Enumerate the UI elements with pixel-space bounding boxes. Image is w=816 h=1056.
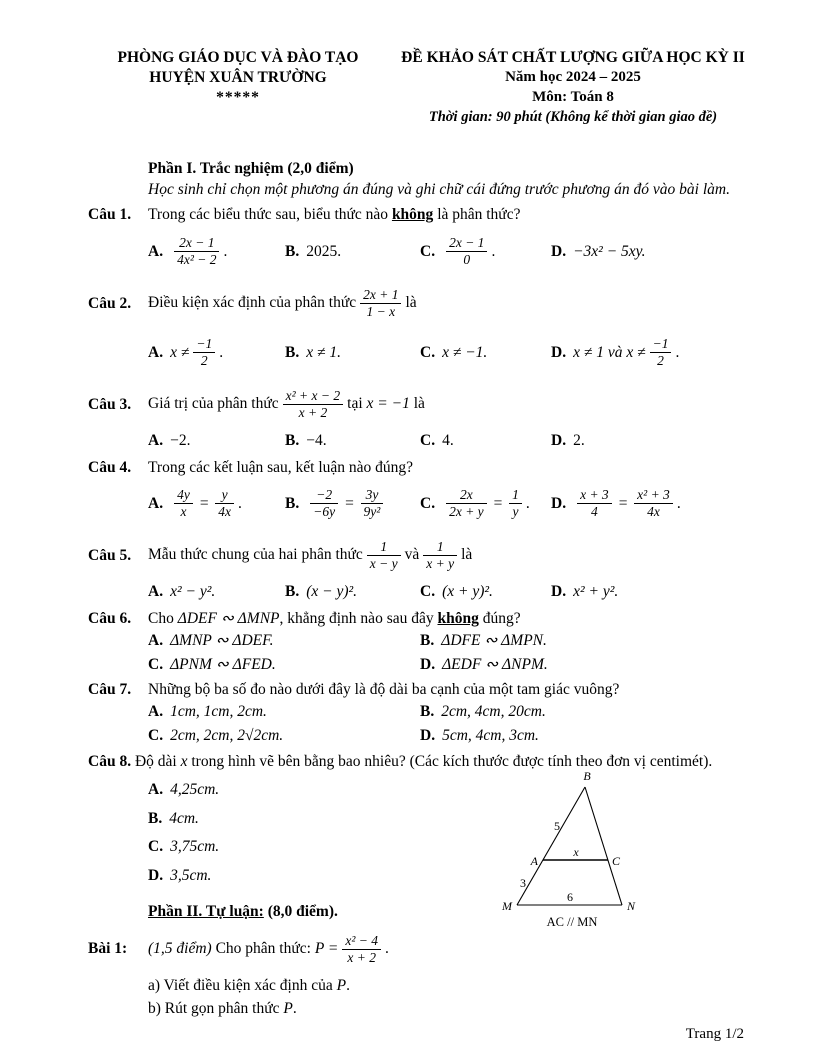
q6-option-b: B. ΔDFE ∾ ΔMPN.: [420, 631, 547, 649]
q5-option-a: A. x² − y².: [148, 583, 216, 601]
vertex-M-label: M: [502, 899, 512, 914]
footer-page-number: Trang 1/2: [685, 1025, 744, 1042]
q4-option-b: B. $\frac{-2}{-6y}$ = $\frac{3y}{\text{9y²}}$: [285, 485, 420, 522]
emphasis-khong: không: [391, 206, 434, 224]
part2-title: Phần II. Tự luận: (8,0 điểm).: [148, 903, 338, 921]
triangle-figure: [500, 768, 650, 932]
question-8-options: [148, 776, 448, 890]
duration: Thời gian: 90 phút (Không kể thời gian giao đề): [428, 109, 718, 126]
q7-option-b: B. 2cm, 4cm, 20cm.: [420, 703, 546, 721]
q6-option-a: A. ΔMNP ∾ ΔDEF.: [148, 631, 274, 649]
document-header: [88, 48, 758, 127]
problem-1-part-b: b) Rút gọn phân thức P.: [148, 1000, 297, 1018]
q8-option-d: D. 3,5cm.: [148, 866, 212, 884]
q4-option-c: C. $\frac{2x}{2x + y}$ = $\frac{1}{y}$ .: [420, 487, 530, 520]
q2-option-a: A. x ≠ $\frac{-1}{2}$ .: [148, 336, 224, 369]
side-AM-label: 3: [520, 876, 526, 891]
q7-option-d: D. 5cm, 4cm, 3cm.: [420, 727, 539, 745]
q1-option-c: C. $\frac{2x - 1}{0}$ .: [420, 235, 496, 268]
problem-1-text: (1,5 điểm) Cho phân thức: P = $\frac{\text{x² − 4}}{x + 2}$ .: [148, 932, 389, 965]
q7-option-c: C. 2cm, 2cm, 2√2cm.: [148, 727, 284, 745]
question-5-options: [148, 579, 758, 606]
side-BA-label: 5: [554, 819, 560, 834]
question-5-text: Mẫu thức chung của hai phân thức $\frac{1}{x - y}$ và $\frac{1}{x + y}$ là: [148, 539, 473, 572]
q6-option-c: C. ΔPNM ∾ ΔFED.: [148, 655, 276, 673]
part1-title: Phần I. Trắc nghiệm (2,0 điểm): [148, 160, 354, 178]
school-year: Năm học 2024 – 2025: [505, 69, 641, 86]
q1-option-d: D. −3x² − 5xy.: [551, 242, 646, 260]
question-3-text: Giá trị của phân thức $\frac{\text{x² + x − 2}}{x + 2}$ tại x = −1 là: [148, 388, 425, 421]
question-2-options: [148, 327, 758, 379]
q2-option-d: D. x ≠ 1 và x ≠ $\frac{-1}{2}$ .: [551, 336, 680, 369]
question-7: [88, 680, 758, 700]
q4-option-a: A. $\frac{4y}{x}$ = $\frac{y}{4x}$ .: [148, 487, 242, 520]
q5-option-c: C. (x + y)².: [420, 583, 493, 601]
question-3-options: [148, 428, 758, 455]
q3-option-d: D. 2.: [551, 432, 585, 450]
header-right: [388, 48, 758, 127]
q4-option-d: D. $\frac{x + 3}{4}$ = $\frac{\text{x² + 3}}{4x}$ .: [551, 487, 681, 520]
question-7-number: Câu 7.: [88, 680, 132, 698]
figure-caption: AC // MN: [546, 915, 598, 930]
vertex-A-label: A: [530, 854, 538, 869]
q3-option-a: A. −2.: [148, 432, 191, 450]
question-1-options: [148, 226, 758, 278]
q7-option-a: A. 1cm, 1cm, 2cm.: [148, 703, 267, 721]
question-8-text: Câu 8. Độ dài x trong hình vẽ bên bằng bao nhiêu? (Các kích thước được tính theo đơn vị centimét).: [88, 753, 713, 771]
district-name: HUYỆN XUÂN TRƯỜNG: [149, 69, 327, 87]
question-5-number: Câu 5.: [88, 546, 132, 564]
question-7-text: Những bộ ba số đo nào dưới đây là độ dài ba cạnh của một tam giác vuông?: [148, 680, 620, 698]
q5-option-d: D. x² + y².: [551, 583, 619, 601]
emphasis-khong: không: [437, 609, 479, 627]
question-6: [88, 609, 758, 629]
vertex-B-label: B: [583, 769, 591, 784]
segment-AC-label: x: [573, 845, 579, 860]
q8-option-b: B. 4cm.: [148, 809, 199, 827]
question-4-options: [148, 478, 758, 530]
exam-title: ĐỀ KHẢO SÁT CHẤT LƯỢNG GIỮA HỌC KỲ II: [401, 49, 745, 66]
vertex-N-label: N: [627, 899, 636, 914]
q2-option-b: B. x ≠ 1.: [285, 343, 341, 361]
header-left: [88, 48, 388, 127]
question-8-number: Câu 8.: [88, 753, 132, 771]
question-3: [88, 382, 758, 428]
q8-option-a: A. 4,25cm.: [148, 781, 220, 799]
problem-1-part-a: a) Viết điều kiện xác định của P.: [148, 977, 350, 995]
question-1-number: Câu 1.: [88, 206, 132, 224]
question-7-options: [148, 700, 758, 748]
question-1-text: Trong các biểu thức sau, biểu thức nào không là phân thức?: [148, 206, 521, 224]
q5-option-b: B. (x − y)².: [285, 583, 358, 601]
office-name: PHÒNG GIÁO DỤC VÀ ĐÀO TẠO: [117, 49, 359, 66]
question-3-number: Câu 3.: [88, 395, 132, 413]
separator-stars: *****: [216, 89, 260, 107]
question-5: [88, 533, 758, 579]
question-6-text: Cho ΔDEF ∾ ΔMNP, khẳng định nào sau đây không đúng?: [148, 609, 521, 627]
question-2: [88, 281, 758, 327]
q8-option-c: C. 3,75cm.: [148, 838, 220, 856]
q1-option-a: A. $\frac{2x - 1}{\text{4x² − 2}}$ .: [148, 235, 228, 268]
problem-1-number: Bài 1:: [88, 940, 128, 958]
question-1: [88, 205, 758, 225]
q1-option-b: B. 2025.: [285, 242, 342, 260]
q3-option-b: B. −4.: [285, 432, 327, 450]
problem-1: [88, 924, 758, 974]
q6-option-d: D. ΔEDF ∾ ΔNPM.: [420, 655, 548, 673]
base-MN-label: 6: [567, 890, 573, 905]
q3-option-c: C. 4.: [420, 432, 454, 450]
question-6-options: [148, 629, 758, 677]
question-4-text: Trong các kết luận sau, kết luận nào đúng?: [148, 458, 414, 476]
question-2-text: Điều kiện xác định của phân thức $\frac{2x + 1}{1 - x}$ là: [148, 287, 417, 320]
question-6-number: Câu 6.: [88, 609, 132, 627]
vertex-C-label: C: [612, 854, 621, 869]
question-4-number: Câu 4.: [88, 458, 132, 476]
part1-instruction: Học sinh chỉ chọn một phương án đúng và ghi chữ cái đứng trước phương án đó vào bài làm.: [148, 181, 730, 199]
q2-option-c: C. x ≠ −1.: [420, 343, 488, 361]
question-4: [88, 458, 758, 478]
subject: Môn: Toán 8: [532, 89, 614, 106]
question-2-number: Câu 2.: [88, 294, 132, 312]
